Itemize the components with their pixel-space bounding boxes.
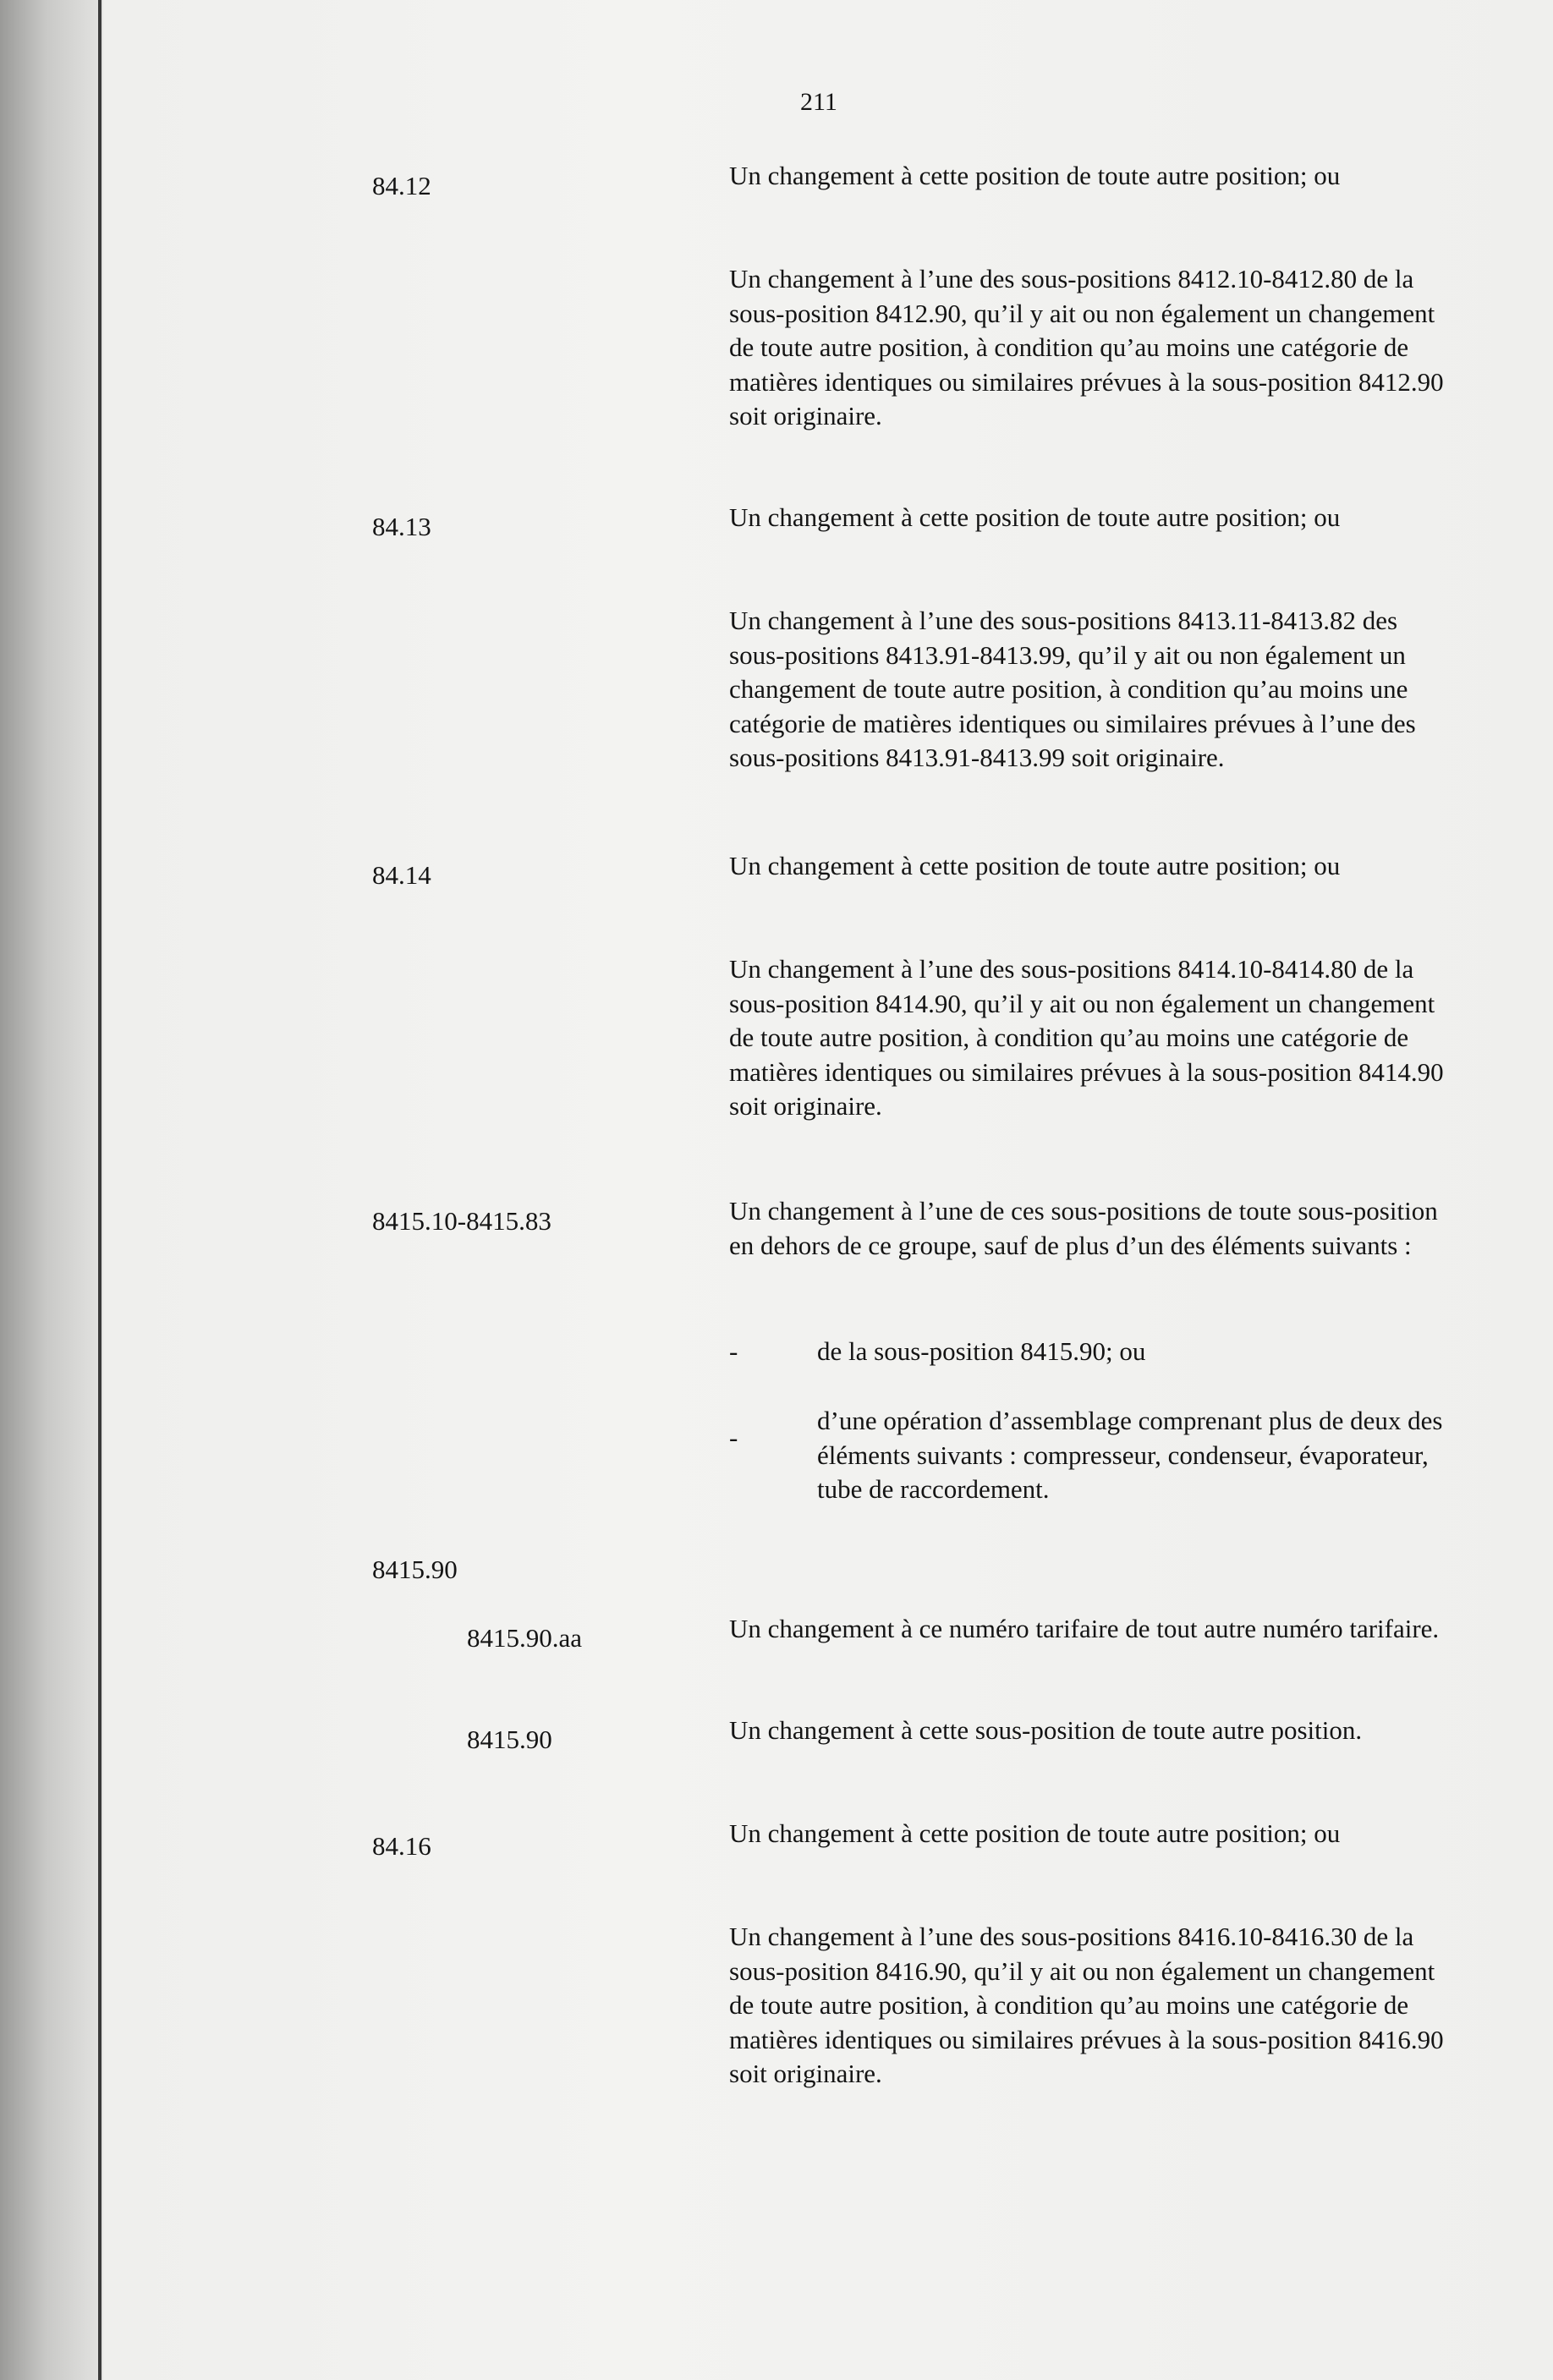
rule-text: Un changement à l’une des sous-positions 8412.10-8412.80 de la sous-position 8412.90, qu’il y ait ou non également un changement de toute autre position, à condition qu’au moins une catégorie de matières identiques ou similaires prévues à la sous-position 8412.90 soit originaire. [729,264,1444,430]
heading-code-8415-10-83: 8415.10-8415.83 [372,1206,552,1236]
rule-text: Un changement à cette position de toute autre position; ou [729,161,1341,190]
list-dash: - [729,1423,738,1452]
rule-text: Un changement à ce numéro tarifaire de tout autre numéro tarifaire. [729,1614,1440,1643]
heading-code-8416: 84.16 [372,1831,431,1861]
page-binding-shadow [0,0,103,2380]
rule-text: Un changement à cette sous-position de toute autre position. [729,1715,1363,1745]
tariff-code-8415-90-aa: 8415.90.aa [467,1623,583,1653]
heading-code-8412: 84.12 [372,171,431,200]
rule-text: Un changement à l’une des sous-positions 8414.10-8414.80 de la sous-position 8414.90, qu’il y ait ou non également un changement de toute autre position, à condition qu’au moins une catégorie de matières identiques ou similaires prévues à la sous-position 8414.90 soit originaire. [729,954,1444,1121]
heading-code-8415-90: 8415.90 [372,1555,458,1584]
tariff-code-8415-90-sub: 8415.90 [467,1725,552,1754]
list-dash: - [729,1336,738,1366]
rule-text: Un changement à cette position de toute autre position; ou [729,502,1341,532]
rule-text: Un changement à l’une de ces sous-positions de toute sous-position en dehors de ce groupe, sauf de plus d’un des éléments suivants : [729,1196,1438,1260]
page-edge-line [98,0,102,2380]
rule-text: Un changement à cette position de toute autre position; ou [729,1818,1341,1848]
rule-text: Un changement à l’une des sous-positions 8413.11-8413.82 des sous-positions 8413.91-8413.99, qu’il y ait ou non également un changement de toute autre position, à condition qu’au moins une catégorie de matières identiques ou similaires prévues à l’une des sous-positions 8413.91-8413.99 soit originaire. [729,606,1416,772]
page-number: 211 [800,88,837,116]
sub-item: d’une opération d’assemblage comprenant plus de deux des éléments suivants : compresseur, condenseur, évaporateur, tube de raccordement. [817,1406,1443,1504]
sub-item: de la sous-position 8415.90; ou [817,1336,1146,1366]
heading-code-8413: 84.13 [372,512,431,541]
rule-text: Un changement à cette position de toute autre position; ou [729,851,1341,880]
rule-text: Un changement à l’une des sous-positions 8416.10-8416.30 de la sous-position 8416.90, qu’il y ait ou non également un changement de toute autre position, à condition qu’au moins une catégorie de matières identiques ou similaires prévues à la sous-position 8416.90 soit originaire. [729,1922,1444,2088]
heading-code-8414: 84.14 [372,860,431,890]
